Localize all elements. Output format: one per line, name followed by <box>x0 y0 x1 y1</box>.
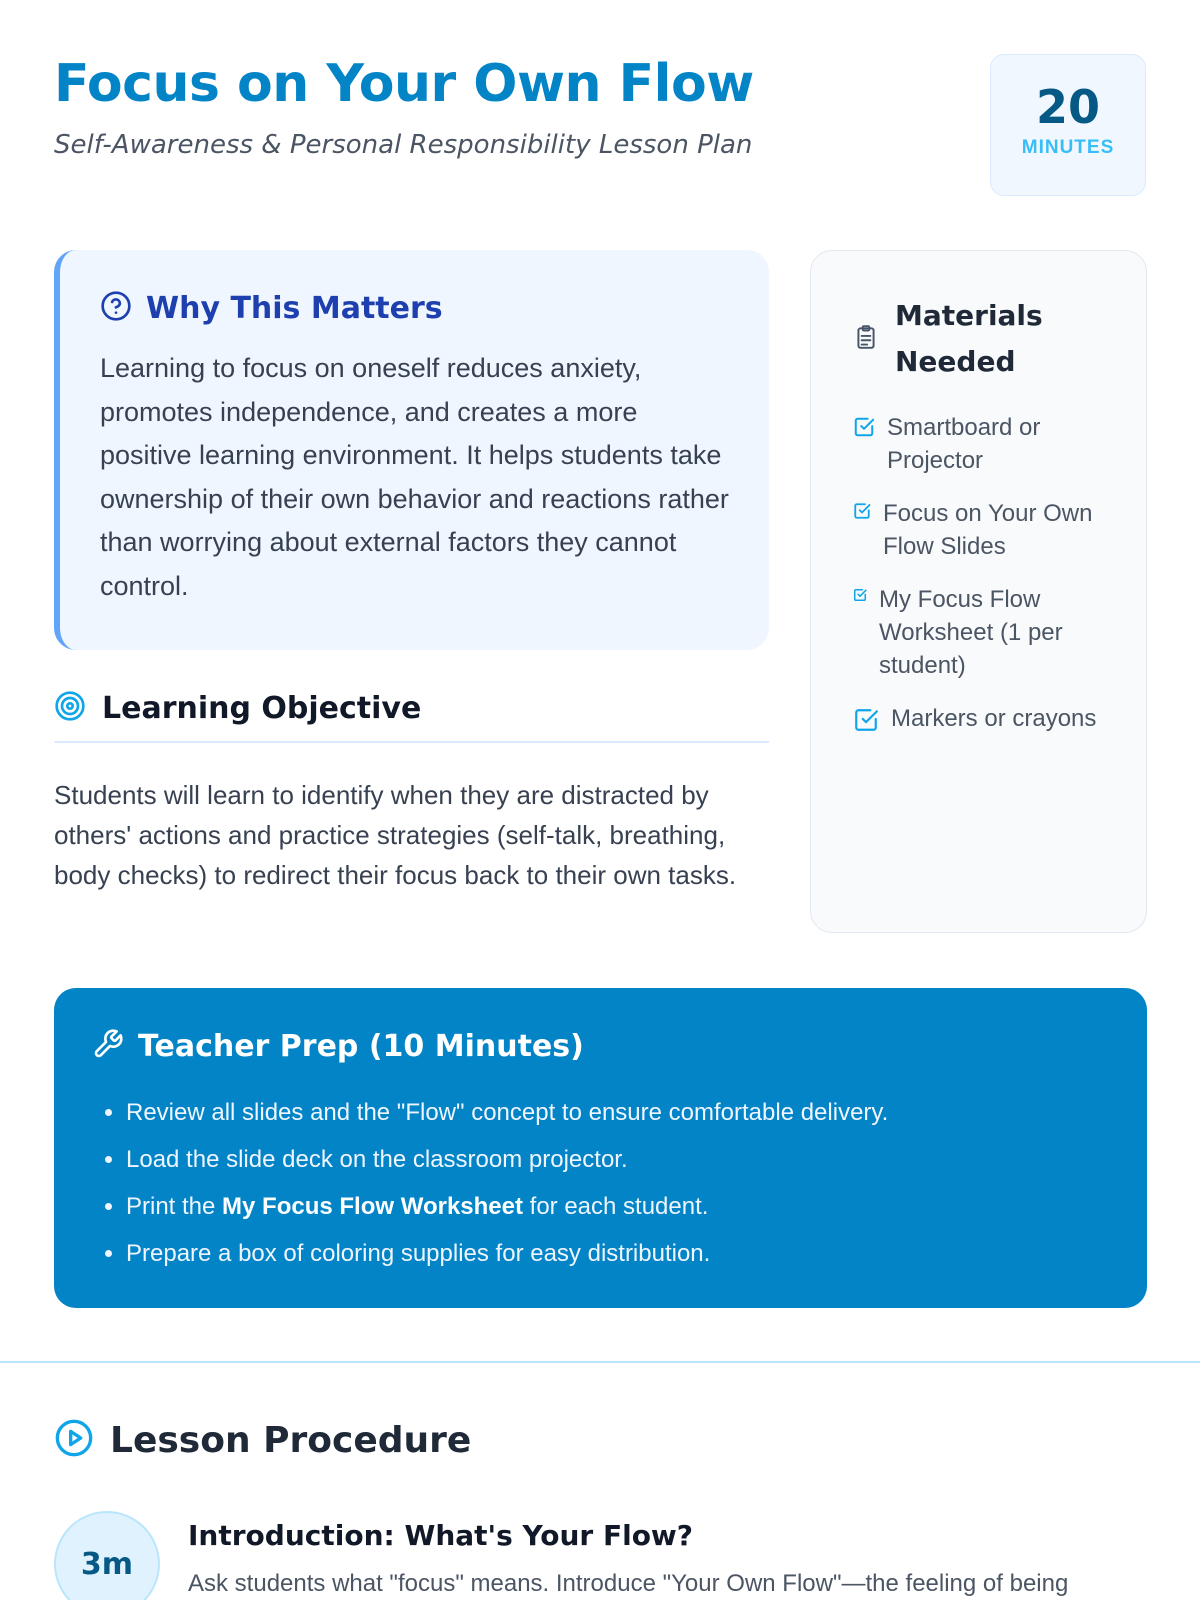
prep-list <box>92 1089 1109 1277</box>
teacher-prep-card <box>54 988 1147 1308</box>
material-label: Focus on Your Own Flow Slides <box>883 500 1093 560</box>
list-item: • Review all slides and the "Flow" concept to ensure comfortable delivery. <box>126 1089 1109 1136</box>
checkbox-checked-icon <box>853 502 871 520</box>
why-text: Learning to focus on oneself reduces anxiety, promotes independence, and creates a more positive learning environment. It helps students take ownership of their own behavior and reactions rather than worrying about external factors they cannot control. <box>100 353 729 601</box>
page-subtitle: Self-Awareness & Personal Responsibility Lesson Plan <box>54 130 753 160</box>
duration-badge <box>990 54 1146 196</box>
checkbox-checked-icon <box>853 416 875 438</box>
play-circle-icon <box>54 1418 94 1463</box>
worksheet-name: My Focus Flow Worksheet <box>222 1193 523 1220</box>
materials-card <box>810 250 1147 933</box>
lesson-header <box>54 52 1146 202</box>
why-title: Why This Matters <box>146 291 443 326</box>
procedure-step <box>54 1511 1147 1600</box>
prep-item-text: for each student. <box>522 1193 709 1220</box>
prep-item-text: Print the <box>126 1193 223 1220</box>
step-time-badge: 3m <box>54 1511 160 1600</box>
procedure-title: Lesson Procedure <box>110 1420 472 1461</box>
material-label: My Focus Flow Worksheet (1 per student) <box>879 586 1063 679</box>
step-title: Introduction: What's Your Flow? <box>188 1519 694 1552</box>
why-this-matters-card <box>54 250 769 650</box>
list-item: • Load the slide deck on the classroom projector. <box>126 1136 1109 1183</box>
list-item <box>853 497 1116 563</box>
section-divider <box>0 1361 1200 1363</box>
prep-title: Teacher Prep (10 Minutes) <box>138 1029 584 1064</box>
duration-value: 20 <box>1035 80 1100 134</box>
objective-text: Students will learn to identify when they are distracted by others' actions and practice strategies (self-talk, breathing, body checks) to redirect their focus back to their own tasks. <box>54 780 737 890</box>
list-item: • Prepare a box of coloring supplies for easy distribution. <box>126 1230 1109 1277</box>
list-item <box>853 583 1116 682</box>
material-label: Markers or crayons <box>891 705 1097 732</box>
materials-list <box>853 411 1116 735</box>
material-label: Smartboard or Projector <box>887 414 1041 474</box>
list-item <box>126 1183 1109 1230</box>
learning-objective-section <box>54 690 769 895</box>
duration-unit: MINUTES <box>1021 137 1115 158</box>
lesson-procedure-section <box>54 1418 1147 1600</box>
question-circle-icon <box>100 290 132 327</box>
page-title: Focus on Your Own Flow <box>54 54 754 114</box>
target-icon <box>54 690 86 727</box>
list-item <box>853 411 1116 477</box>
wrench-icon <box>92 1028 124 1065</box>
objective-title: Learning Objective <box>102 691 422 726</box>
checkbox-checked-icon <box>853 707 879 733</box>
step-text: Ask students what "focus" means. Introduce "Your Own Flow"—the feeling of being <box>188 1570 1069 1597</box>
list-item <box>853 702 1116 735</box>
materials-title: Materials Needed <box>895 299 1043 378</box>
checkbox-checked-icon <box>853 588 867 602</box>
clipboard-icon <box>853 322 879 357</box>
